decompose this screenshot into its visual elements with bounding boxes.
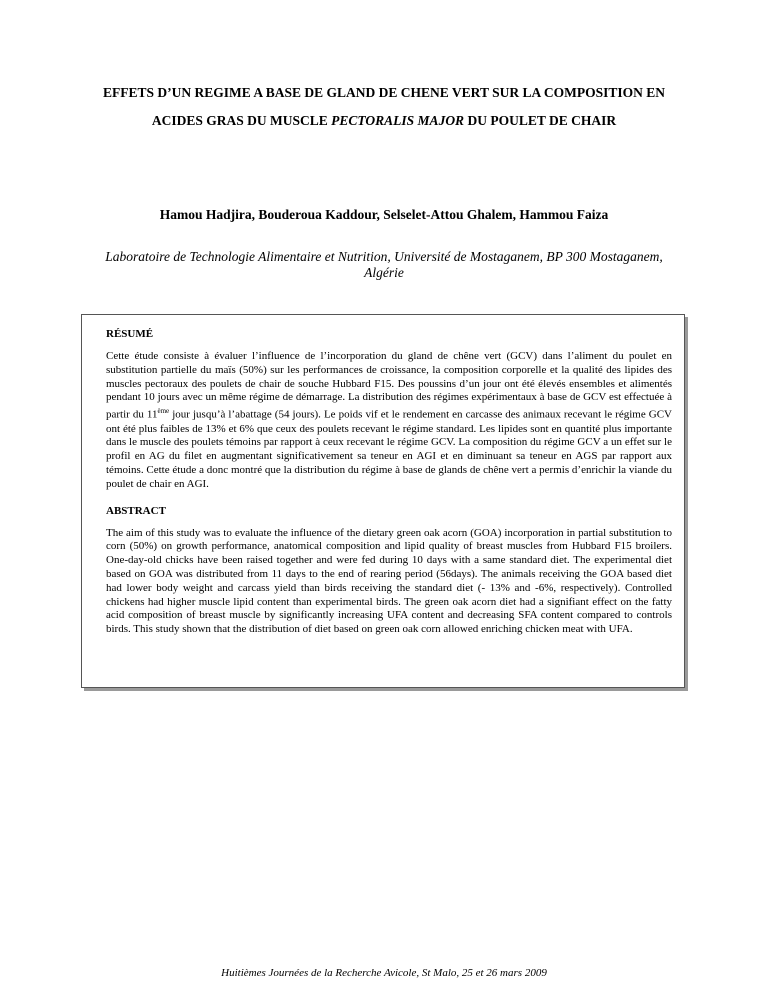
title-text: EFFETS D’UN REGIME A BASE DE GLAND DE CHENE VERT SUR LA COMPOSITION EN ACIDES GRAS DU MUSCLE	[102, 85, 665, 128]
paper-title	[100, 79, 668, 135]
authors: Hamou Hadjira, Bouderoua Kaddour, Selselet-Attou Ghalem, Hammou Faiza	[159, 207, 609, 222]
footer: Huitièmes Journées de la Recherche Avicole, St Malo, 25 et 26 mars 2009	[221, 967, 547, 979]
abstract-heading: ABSTRACT	[106, 504, 166, 517]
resume-text-a: Cette étude consiste à évaluer l’influence de l’incorporation du gland de chêne vert (GCV) dans l’aliment du poulet en substitution partielle du maïs (50%) sur les performances de croissance, la composition corporelle et la qualité des lipides des muscles pectoraux des poulets de chair de souche Hubbard F15. Des poussins d’un jour ont été élevés ensembles et alimentés pendant 10 jours avec un même régime de démarrage. La distribution des régimes expérimentaux à base de GCV est effectuée à partir du 11	[106, 350, 672, 421]
resume-superscript: ème	[157, 407, 170, 416]
resume-text-b: jour jusqu’à l’abattage (54 jours). Le poids vif et le rendement en carcasse des animaux recevant le régime GCV ont été plus faibles de 13% et 6% que ceux des poulets recevant le régime standard. Les lipides sont en quantité plus importante dans le muscle des poulets témoins par rapport à ceux recevant le régime GCV. La composition du régime GCV a un effet sur le profil en AG du filet en augmentant significativement sa teneur en AGI et en diminuant sa teneur en AGS par rapport aux témoins. Cette étude a donc montré que la distribution du régime à base de glands de chêne vert a permis d’enrichir la viande du poulet de chair en AGI.	[106, 408, 672, 490]
abstract-box	[81, 314, 685, 688]
resume-heading: RÉSUMÉ	[106, 328, 154, 340]
title-italic-text: PECTORALIS MAJOR	[331, 113, 465, 128]
resume-text	[106, 350, 672, 492]
title-text-end: DU POULET DE CHAIR	[464, 113, 617, 128]
affiliation: Laboratoire de Technologie Alimentaire et Nutrition, Université de Mostaganem, BP 300 Mostaganem, Algérie	[105, 249, 663, 280]
abstract-text: The aim of this study was to evaluate the influence of the dietary green oak acorn (GOA) incorporation in partial substitution to corn (50%) on growth performance, anatomical composition and lipid quality of breast muscles from Hubbard F15 broilers. One-day-old chicks have been raised together and were fed during 10 days with a same standard diet. The experimental diet based on GOA was distributed from 11 days to the end of rearing period (56days). The animals receiving the GOA based diet had lower body weight and carcass yield than birds receiving the standard diet (- 13% and -6%, respectively). Controlled chickens had higher muscle lipid content than experimental birds. The green oak acorn diet had a signifiant effect on the fatty acid composition of breast muscle by significantly increasing UFA content and decreasing SFA content compared to controls birds. This study shown that the distribution of diet based on green oak corn allowed enriching chicken meat with UFA.	[106, 526, 672, 636]
